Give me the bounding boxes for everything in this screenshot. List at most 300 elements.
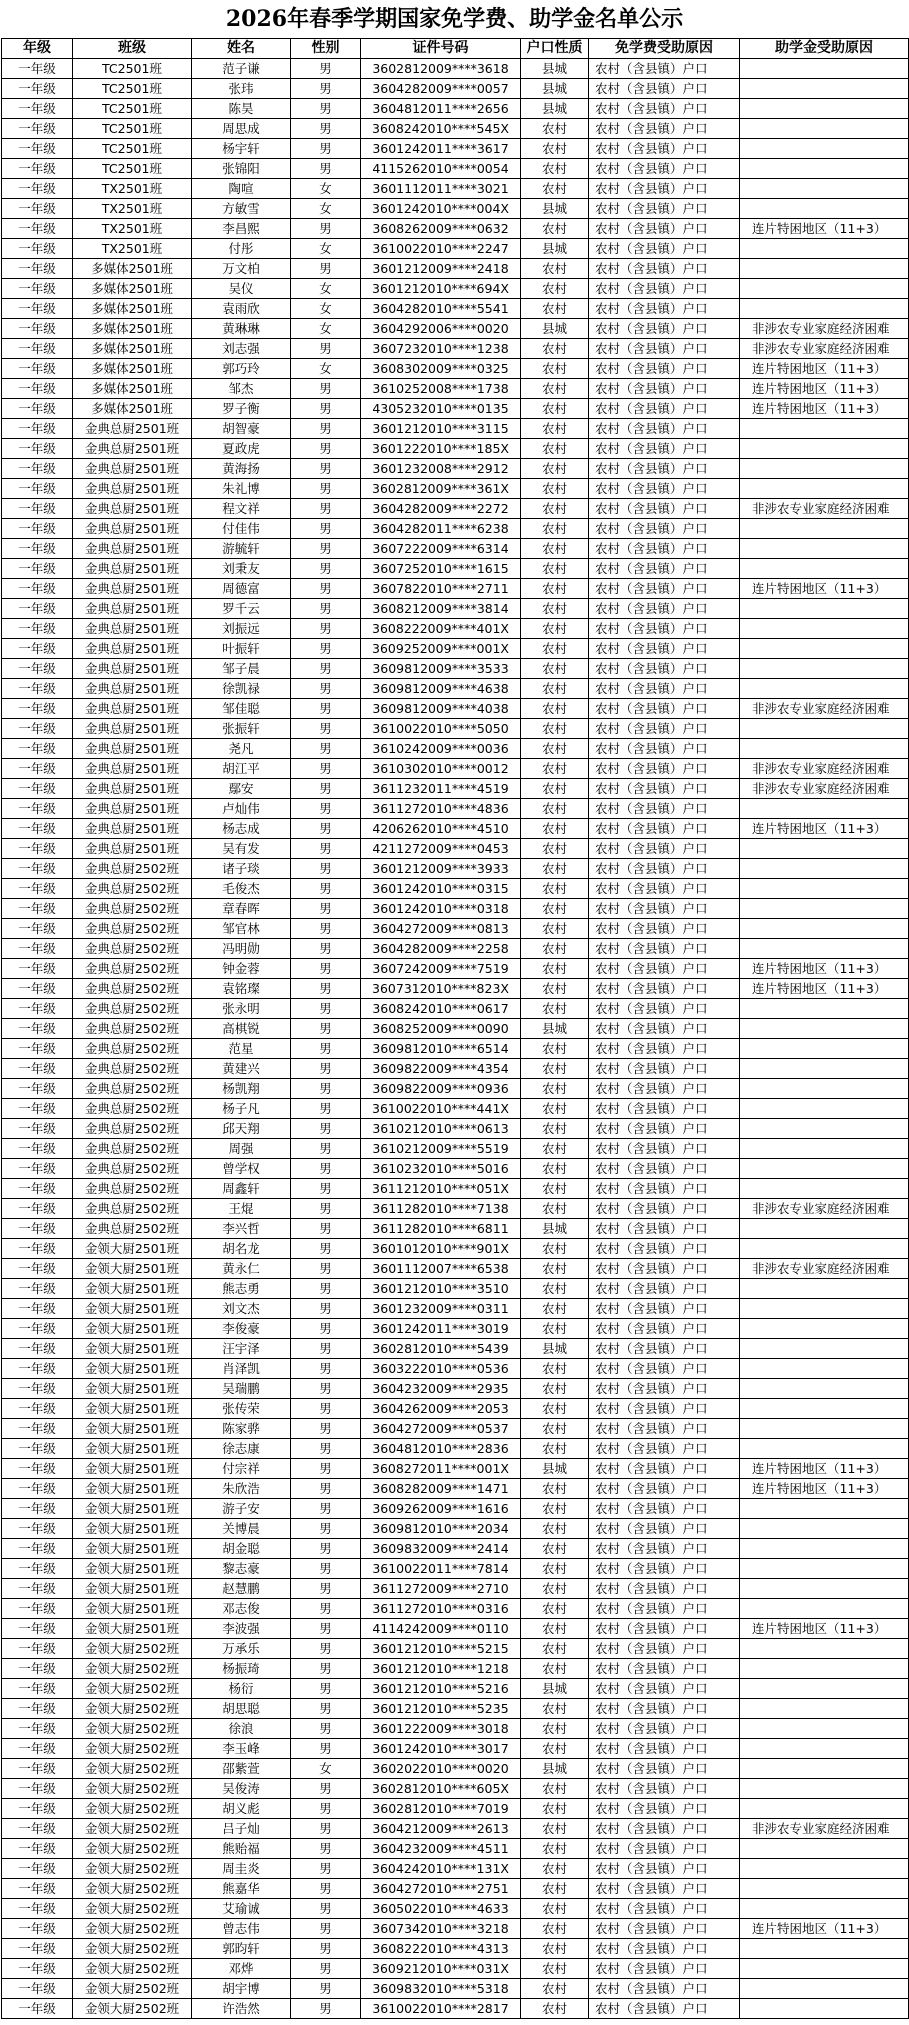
cell-tuition-reason: 农村（含县镇）户口 — [589, 939, 740, 959]
cell-gender: 男 — [291, 1219, 361, 1239]
cell-class: 金领大厨2501班 — [73, 1379, 192, 1399]
cell-gender: 男 — [291, 1159, 361, 1179]
cell-household-type: 农村 — [521, 259, 589, 279]
table-row — [2, 1939, 909, 1959]
cell-gender: 男 — [291, 139, 361, 159]
table-row — [2, 359, 909, 379]
cell-gender: 男 — [291, 1139, 361, 1159]
cell-name: 万承乐 — [192, 1639, 291, 1659]
cell-tuition-reason: 农村（含县镇）户口 — [589, 999, 740, 1019]
cell-tuition-reason: 农村（含县镇）户口 — [589, 619, 740, 639]
cell-id-number: 3611232011****4519 — [361, 779, 521, 799]
cell-gender: 男 — [291, 1979, 361, 1999]
cell-grade: 一年级 — [2, 1399, 73, 1419]
cell-grade: 一年级 — [2, 379, 73, 399]
cell-grant-reason: 连片特困地区（11+3） — [740, 359, 909, 379]
cell-tuition-reason: 农村（含县镇）户口 — [589, 419, 740, 439]
cell-name: 邹佳聪 — [192, 699, 291, 719]
cell-grant-reason — [740, 459, 909, 479]
cell-class: 金典总厨2502班 — [73, 999, 192, 1019]
cell-gender: 男 — [291, 479, 361, 499]
cell-id-number: 3604292006****0020 — [361, 319, 521, 339]
table-row — [2, 1159, 909, 1179]
cell-name: 朱欣浩 — [192, 1479, 291, 1499]
cell-class: 金领大厨2502班 — [73, 1739, 192, 1759]
cell-grade: 一年级 — [2, 1759, 73, 1779]
cell-grant-reason — [740, 1359, 909, 1379]
cell-household-type: 农村 — [521, 899, 589, 919]
table-row — [2, 1539, 909, 1559]
cell-name: 朱礼博 — [192, 479, 291, 499]
cell-household-type: 农村 — [521, 1779, 589, 1799]
cell-class: 金典总厨2501班 — [73, 559, 192, 579]
cell-grade: 一年级 — [2, 1879, 73, 1899]
cell-gender: 女 — [291, 179, 361, 199]
cell-grade: 一年级 — [2, 1619, 73, 1639]
cell-class: 金典总厨2501班 — [73, 619, 192, 639]
cell-gender: 男 — [291, 879, 361, 899]
cell-gender: 男 — [291, 1379, 361, 1399]
cell-grant-reason — [740, 419, 909, 439]
cell-grade: 一年级 — [2, 1239, 73, 1259]
cell-household-type: 农村 — [521, 1839, 589, 1859]
cell-class: 多媒体2501班 — [73, 339, 192, 359]
cell-class: 金领大厨2501班 — [73, 1319, 192, 1339]
cell-household-type: 县城 — [521, 1019, 589, 1039]
cell-grant-reason — [740, 1439, 909, 1459]
cell-household-type: 农村 — [521, 1059, 589, 1079]
cell-name: 胡宇博 — [192, 1979, 291, 1999]
cell-tuition-reason: 农村（含县镇）户口 — [589, 1119, 740, 1139]
cell-id-number: 3605022010****4633 — [361, 1899, 521, 1919]
cell-grade: 一年级 — [2, 679, 73, 699]
cell-household-type: 农村 — [521, 579, 589, 599]
cell-household-type: 农村 — [521, 179, 589, 199]
cell-name: 李昌熙 — [192, 219, 291, 239]
cell-id-number: 4305232010****0135 — [361, 399, 521, 419]
table-row — [2, 1879, 909, 1899]
cell-id-number: 3604272009****0813 — [361, 919, 521, 939]
cell-id-number: 3609812010****2034 — [361, 1519, 521, 1539]
cell-grant-reason — [740, 1999, 909, 2019]
cell-id-number: 3607822010****2711 — [361, 579, 521, 599]
cell-grant-reason: 连片特困地区（11+3） — [740, 219, 909, 239]
cell-id-number: 3601212010****3510 — [361, 1279, 521, 1299]
cell-household-type: 农村 — [521, 399, 589, 419]
cell-grade: 一年级 — [2, 159, 73, 179]
cell-name: 刘秉友 — [192, 559, 291, 579]
cell-grade: 一年级 — [2, 1979, 73, 1999]
cell-grade: 一年级 — [2, 319, 73, 339]
table-row — [2, 679, 909, 699]
cell-household-type: 县城 — [521, 319, 589, 339]
cell-name: 范星 — [192, 1039, 291, 1059]
cell-name: 肖泽凯 — [192, 1359, 291, 1379]
cell-grade: 一年级 — [2, 999, 73, 1019]
cell-grade: 一年级 — [2, 759, 73, 779]
cell-grant-reason: 非涉农专业家庭经济困难 — [740, 759, 909, 779]
cell-class: 金典总厨2501班 — [73, 519, 192, 539]
table-row — [2, 1479, 909, 1499]
cell-household-type: 农村 — [521, 1999, 589, 2019]
cell-gender: 男 — [291, 219, 361, 239]
cell-gender: 男 — [291, 1079, 361, 1099]
cell-name: 黄琳琳 — [192, 319, 291, 339]
cell-grade: 一年级 — [2, 1359, 73, 1379]
table-row — [2, 839, 909, 859]
cell-gender: 男 — [291, 99, 361, 119]
cell-household-type: 农村 — [521, 1239, 589, 1259]
cell-name: 曾学权 — [192, 1159, 291, 1179]
cell-name: 邵紫萱 — [192, 1759, 291, 1779]
cell-grade: 一年级 — [2, 879, 73, 899]
cell-name: 章春晖 — [192, 899, 291, 919]
table-row — [2, 559, 909, 579]
cell-gender: 男 — [291, 1679, 361, 1699]
cell-name: 吴仪 — [192, 279, 291, 299]
cell-grade: 一年级 — [2, 1819, 73, 1839]
cell-gender: 男 — [291, 659, 361, 679]
cell-class: 金典总厨2501班 — [73, 779, 192, 799]
cell-id-number: 3602022010****0020 — [361, 1759, 521, 1779]
table-row — [2, 1859, 909, 1879]
cell-tuition-reason: 农村（含县镇）户口 — [589, 479, 740, 499]
cell-tuition-reason: 农村（含县镇）户口 — [589, 839, 740, 859]
cell-household-type: 农村 — [521, 1819, 589, 1839]
cell-class: 金领大厨2501班 — [73, 1419, 192, 1439]
cell-grant-reason — [740, 79, 909, 99]
table-row — [2, 279, 909, 299]
cell-tuition-reason: 农村（含县镇）户口 — [589, 1759, 740, 1779]
cell-grant-reason — [740, 1119, 909, 1139]
cell-gender: 男 — [291, 1019, 361, 1039]
cell-id-number: 3601242010****0315 — [361, 879, 521, 899]
cell-tuition-reason: 农村（含县镇）户口 — [589, 399, 740, 419]
cell-gender: 男 — [291, 1639, 361, 1659]
cell-grant-reason — [740, 1079, 909, 1099]
cell-household-type: 农村 — [521, 1539, 589, 1559]
cell-class: 金典总厨2502班 — [73, 979, 192, 999]
cell-grade: 一年级 — [2, 779, 73, 799]
table-row — [2, 299, 909, 319]
table-row — [2, 1339, 909, 1359]
cell-tuition-reason: 农村（含县镇）户口 — [589, 1899, 740, 1919]
cell-household-type: 农村 — [521, 999, 589, 1019]
cell-id-number: 3604812010****2836 — [361, 1439, 521, 1459]
cell-household-type: 农村 — [521, 1519, 589, 1539]
cell-grade: 一年级 — [2, 439, 73, 459]
cell-gender: 男 — [291, 1859, 361, 1879]
cell-tuition-reason: 农村（含县镇）户口 — [589, 119, 740, 139]
cell-name: 邹子晨 — [192, 659, 291, 679]
cell-gender: 男 — [291, 399, 361, 419]
cell-tuition-reason: 农村（含县镇）户口 — [589, 1819, 740, 1839]
cell-tuition-reason: 农村（含县镇）户口 — [589, 1679, 740, 1699]
cell-gender: 男 — [291, 559, 361, 579]
cell-id-number: 3607312010****823X — [361, 979, 521, 999]
cell-grade: 一年级 — [2, 959, 73, 979]
cell-id-number: 3601212010****5235 — [361, 1699, 521, 1719]
cell-name: 袁铭璨 — [192, 979, 291, 999]
cell-id-number: 3604282009****2258 — [361, 939, 521, 959]
cell-grade: 一年级 — [2, 1299, 73, 1319]
cell-household-type: 农村 — [521, 979, 589, 999]
table-row — [2, 319, 909, 339]
cell-tuition-reason: 农村（含县镇）户口 — [589, 379, 740, 399]
cell-tuition-reason: 农村（含县镇）户口 — [589, 719, 740, 739]
cell-gender: 男 — [291, 599, 361, 619]
cell-class: 金领大厨2501班 — [73, 1299, 192, 1319]
cell-household-type: 县城 — [521, 1679, 589, 1699]
cell-gender: 男 — [291, 379, 361, 399]
cell-grant-reason: 连片特困地区（11+3） — [740, 959, 909, 979]
cell-name: 陈昊 — [192, 99, 291, 119]
cell-grant-reason — [740, 1599, 909, 1619]
cell-grade: 一年级 — [2, 1639, 73, 1659]
table-row — [2, 999, 909, 1019]
cell-household-type: 农村 — [521, 739, 589, 759]
cell-class: 金领大厨2501班 — [73, 1599, 192, 1619]
cell-grant-reason — [740, 439, 909, 459]
cell-gender: 男 — [291, 819, 361, 839]
cell-grant-reason — [740, 1419, 909, 1439]
cell-class: 金领大厨2502班 — [73, 1759, 192, 1779]
cell-id-number: 3604272009****0537 — [361, 1419, 521, 1439]
cell-grade: 一年级 — [2, 459, 73, 479]
cell-gender: 男 — [291, 1179, 361, 1199]
cell-grade: 一年级 — [2, 1719, 73, 1739]
cell-class: 金领大厨2501班 — [73, 1239, 192, 1259]
cell-grant-reason — [740, 1339, 909, 1359]
table-row — [2, 119, 909, 139]
cell-grant-reason — [740, 1499, 909, 1519]
cell-name: 李玉峰 — [192, 1739, 291, 1759]
cell-name: 关博晨 — [192, 1519, 291, 1539]
cell-grant-reason — [740, 1019, 909, 1039]
cell-name: 周鑫轩 — [192, 1179, 291, 1199]
cell-grant-reason — [740, 1659, 909, 1679]
table-body — [2, 59, 909, 2019]
cell-household-type: 农村 — [521, 1299, 589, 1319]
cell-id-number: 3610212009****5519 — [361, 1139, 521, 1159]
cell-gender: 男 — [291, 939, 361, 959]
table-row — [2, 1639, 909, 1659]
cell-class: 多媒体2501班 — [73, 379, 192, 399]
cell-grant-reason — [740, 899, 909, 919]
cell-id-number: 3604282011****6238 — [361, 519, 521, 539]
cell-household-type: 农村 — [521, 1879, 589, 1899]
cell-tuition-reason: 农村（含县镇）户口 — [589, 699, 740, 719]
table-row — [2, 779, 909, 799]
cell-name: 鄢安 — [192, 779, 291, 799]
cell-household-type: 农村 — [521, 1739, 589, 1759]
cell-name: 熊贻福 — [192, 1839, 291, 1859]
cell-grant-reason — [740, 179, 909, 199]
cell-class: 金典总厨2501班 — [73, 579, 192, 599]
cell-grant-reason: 连片特困地区（11+3） — [740, 979, 909, 999]
cell-grant-reason — [740, 1979, 909, 1999]
cell-grant-reason — [740, 1799, 909, 1819]
table-row — [2, 859, 909, 879]
cell-gender: 男 — [291, 499, 361, 519]
cell-name: 万文柏 — [192, 259, 291, 279]
table-row — [2, 939, 909, 959]
table-row — [2, 1139, 909, 1159]
cell-household-type: 县城 — [521, 79, 589, 99]
table-row — [2, 439, 909, 459]
cell-class: 金领大厨2502班 — [73, 1779, 192, 1799]
col-header-grade: 年级 — [2, 39, 73, 59]
cell-class: 金领大厨2501班 — [73, 1579, 192, 1599]
cell-household-type: 县城 — [521, 199, 589, 219]
table-row — [2, 79, 909, 99]
table-row — [2, 1359, 909, 1379]
cell-class: 金领大厨2501班 — [73, 1259, 192, 1279]
cell-tuition-reason: 农村（含县镇）户口 — [589, 1699, 740, 1719]
cell-grant-reason: 非涉农专业家庭经济困难 — [740, 499, 909, 519]
table-row — [2, 1259, 909, 1279]
cell-class: 多媒体2501班 — [73, 299, 192, 319]
cell-household-type: 农村 — [521, 1099, 589, 1119]
cell-tuition-reason: 农村（含县镇）户口 — [589, 459, 740, 479]
cell-id-number: 3609822009****4354 — [361, 1059, 521, 1079]
cell-name: 夏政虎 — [192, 439, 291, 459]
cell-gender: 男 — [291, 779, 361, 799]
table-row — [2, 539, 909, 559]
cell-gender: 男 — [291, 1659, 361, 1679]
cell-name: 张传荣 — [192, 1399, 291, 1419]
cell-tuition-reason: 农村（含县镇）户口 — [589, 1019, 740, 1039]
cell-grant-reason — [740, 1139, 909, 1159]
cell-name: 叶振轩 — [192, 639, 291, 659]
cell-household-type: 农村 — [521, 1619, 589, 1639]
cell-gender: 男 — [291, 739, 361, 759]
table-row — [2, 199, 909, 219]
table-row — [2, 1899, 909, 1919]
cell-grant-reason — [740, 639, 909, 659]
cell-grant-reason — [740, 1319, 909, 1339]
cell-tuition-reason: 农村（含县镇）户口 — [589, 1319, 740, 1339]
cell-tuition-reason: 农村（含县镇）户口 — [589, 599, 740, 619]
cell-gender: 男 — [291, 119, 361, 139]
cell-tuition-reason: 农村（含县镇）户口 — [589, 1459, 740, 1479]
cell-name: 邓志俊 — [192, 1599, 291, 1619]
cell-grade: 一年级 — [2, 1339, 73, 1359]
cell-id-number: 3609212010****031X — [361, 1959, 521, 1979]
cell-grade: 一年级 — [2, 419, 73, 439]
cell-gender: 男 — [291, 899, 361, 919]
cell-grade: 一年级 — [2, 1959, 73, 1979]
cell-id-number: 3602812010****7019 — [361, 1799, 521, 1819]
cell-gender: 男 — [291, 1199, 361, 1219]
cell-gender: 男 — [291, 519, 361, 539]
cell-grade: 一年级 — [2, 1919, 73, 1939]
cell-grade: 一年级 — [2, 1379, 73, 1399]
cell-tuition-reason: 农村（含县镇）户口 — [589, 319, 740, 339]
cell-grant-reason: 连片特困地区（11+3） — [740, 579, 909, 599]
cell-grade: 一年级 — [2, 1419, 73, 1439]
cell-tuition-reason: 农村（含县镇）户口 — [589, 899, 740, 919]
cell-grant-reason: 非涉农专业家庭经济困难 — [740, 1199, 909, 1219]
cell-gender: 女 — [291, 1759, 361, 1779]
cell-name: 赵慧鹏 — [192, 1579, 291, 1599]
cell-class: 金领大厨2501班 — [73, 1479, 192, 1499]
cell-id-number: 3602812010****605X — [361, 1779, 521, 1799]
cell-gender: 男 — [291, 1599, 361, 1619]
cell-tuition-reason: 农村（含县镇）户口 — [589, 1519, 740, 1539]
table-row — [2, 1599, 909, 1619]
cell-name: 诸子琰 — [192, 859, 291, 879]
cell-grade: 一年级 — [2, 579, 73, 599]
table-row — [2, 519, 909, 539]
cell-grant-reason — [740, 1879, 909, 1899]
cell-tuition-reason: 农村（含县镇）户口 — [589, 1499, 740, 1519]
cell-gender: 男 — [291, 1279, 361, 1299]
cell-class: 金典总厨2501班 — [73, 699, 192, 719]
cell-grade: 一年级 — [2, 399, 73, 419]
cell-household-type: 农村 — [521, 379, 589, 399]
cell-name: 杨衍 — [192, 1679, 291, 1699]
cell-name: 程文祥 — [192, 499, 291, 519]
table-row — [2, 1279, 909, 1299]
table-row — [2, 499, 909, 519]
table-row — [2, 739, 909, 759]
cell-class: 金典总厨2502班 — [73, 899, 192, 919]
cell-tuition-reason: 农村（含县镇）户口 — [589, 1559, 740, 1579]
header-row — [2, 39, 909, 59]
cell-household-type: 农村 — [521, 1439, 589, 1459]
cell-id-number: 3610252008****1738 — [361, 379, 521, 399]
cell-grant-reason — [740, 1179, 909, 1199]
cell-tuition-reason: 农村（含县镇）户口 — [589, 759, 740, 779]
cell-tuition-reason: 农村（含县镇）户口 — [589, 179, 740, 199]
cell-name: 邹杰 — [192, 379, 291, 399]
cell-household-type: 农村 — [521, 679, 589, 699]
cell-gender: 男 — [291, 59, 361, 79]
cell-id-number: 3601242011****3019 — [361, 1319, 521, 1339]
cell-grade: 一年级 — [2, 199, 73, 219]
cell-tuition-reason: 农村（含县镇）户口 — [589, 1379, 740, 1399]
cell-grant-reason — [740, 1639, 909, 1659]
table-row — [2, 1659, 909, 1679]
cell-household-type: 农村 — [521, 1319, 589, 1339]
cell-gender: 男 — [291, 1779, 361, 1799]
cell-grade: 一年级 — [2, 1179, 73, 1199]
table-row — [2, 979, 909, 999]
table-row — [2, 1839, 909, 1859]
cell-tuition-reason: 农村（含县镇）户口 — [589, 1479, 740, 1499]
table-row — [2, 1559, 909, 1579]
cell-name: 邱天翔 — [192, 1119, 291, 1139]
cell-household-type: 农村 — [521, 1559, 589, 1579]
cell-id-number: 3611282010****7138 — [361, 1199, 521, 1219]
cell-id-number: 3608222010****4313 — [361, 1939, 521, 1959]
cell-class: 金领大厨2502班 — [73, 1919, 192, 1939]
cell-class: 金典总厨2501班 — [73, 539, 192, 559]
cell-name: 邓烨 — [192, 1959, 291, 1979]
cell-gender: 男 — [291, 1459, 361, 1479]
cell-gender: 男 — [291, 79, 361, 99]
cell-tuition-reason: 农村（含县镇）户口 — [589, 299, 740, 319]
cell-name: 周德富 — [192, 579, 291, 599]
cell-grant-reason: 非涉农专业家庭经济困难 — [740, 779, 909, 799]
cell-grade: 一年级 — [2, 139, 73, 159]
cell-name: 徐志康 — [192, 1439, 291, 1459]
cell-class: 金领大厨2501班 — [73, 1459, 192, 1479]
cell-tuition-reason: 农村（含县镇）户口 — [589, 1279, 740, 1299]
cell-grade: 一年级 — [2, 1519, 73, 1539]
cell-class: 金领大厨2502班 — [73, 1979, 192, 1999]
